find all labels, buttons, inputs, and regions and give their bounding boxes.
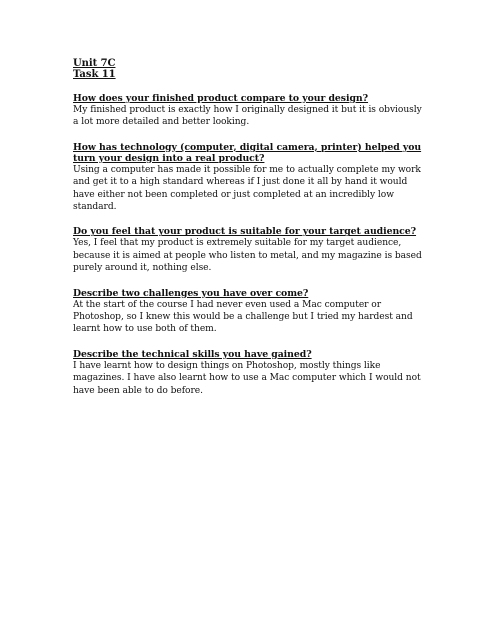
unit-title: Unit 7C	[73, 58, 116, 69]
qa-section-5	[73, 349, 425, 397]
question-4: Describe two challenges you have over come?	[73, 287, 309, 299]
answer-1: My finished product is exactly how I originally designed it but it is obviously a lot more detailed and better looking.	[73, 105, 422, 128]
question-3: Do you feel that your product is suitable for your target audience?	[73, 226, 417, 238]
task-title: Task 11	[73, 69, 116, 80]
answer-2: Using a computer has made it possible for me to actually complete my work and get it to a high standard whereas if I just done it all by hand it would have either not been completed or just completed at an incredibly low standard.	[73, 164, 421, 213]
qa-section-1	[73, 93, 425, 129]
answer-4: At the start of the course I had never even used a Mac computer or Photoshop, so I knew this would be a challenge but I tried my hardest and learnt how to use both of them.	[73, 299, 413, 335]
qa-section-2	[73, 142, 425, 214]
answer-3: Yes, I feel that my product is extremely suitable for my target audience, because it is aimed at people who listen to metal, and my magazine is based purely around it, nothing else.	[73, 238, 422, 274]
document-page	[73, 58, 425, 397]
document-header	[73, 58, 425, 80]
qa-section-4	[73, 288, 425, 336]
question-2: How has technology (computer, digital camera, printer) helped you turn your design into a real product?	[73, 141, 422, 164]
question-1: How does your finished product compare to your design?	[73, 93, 369, 104]
qa-section-3	[73, 226, 425, 274]
answer-5: I have learnt how to design things on Photoshop, mostly things like magazines. I have also learnt how to use a Mac computer which I would not have been able to do before.	[73, 360, 421, 396]
question-5: Describe the technical skills you have gained?	[73, 348, 312, 360]
